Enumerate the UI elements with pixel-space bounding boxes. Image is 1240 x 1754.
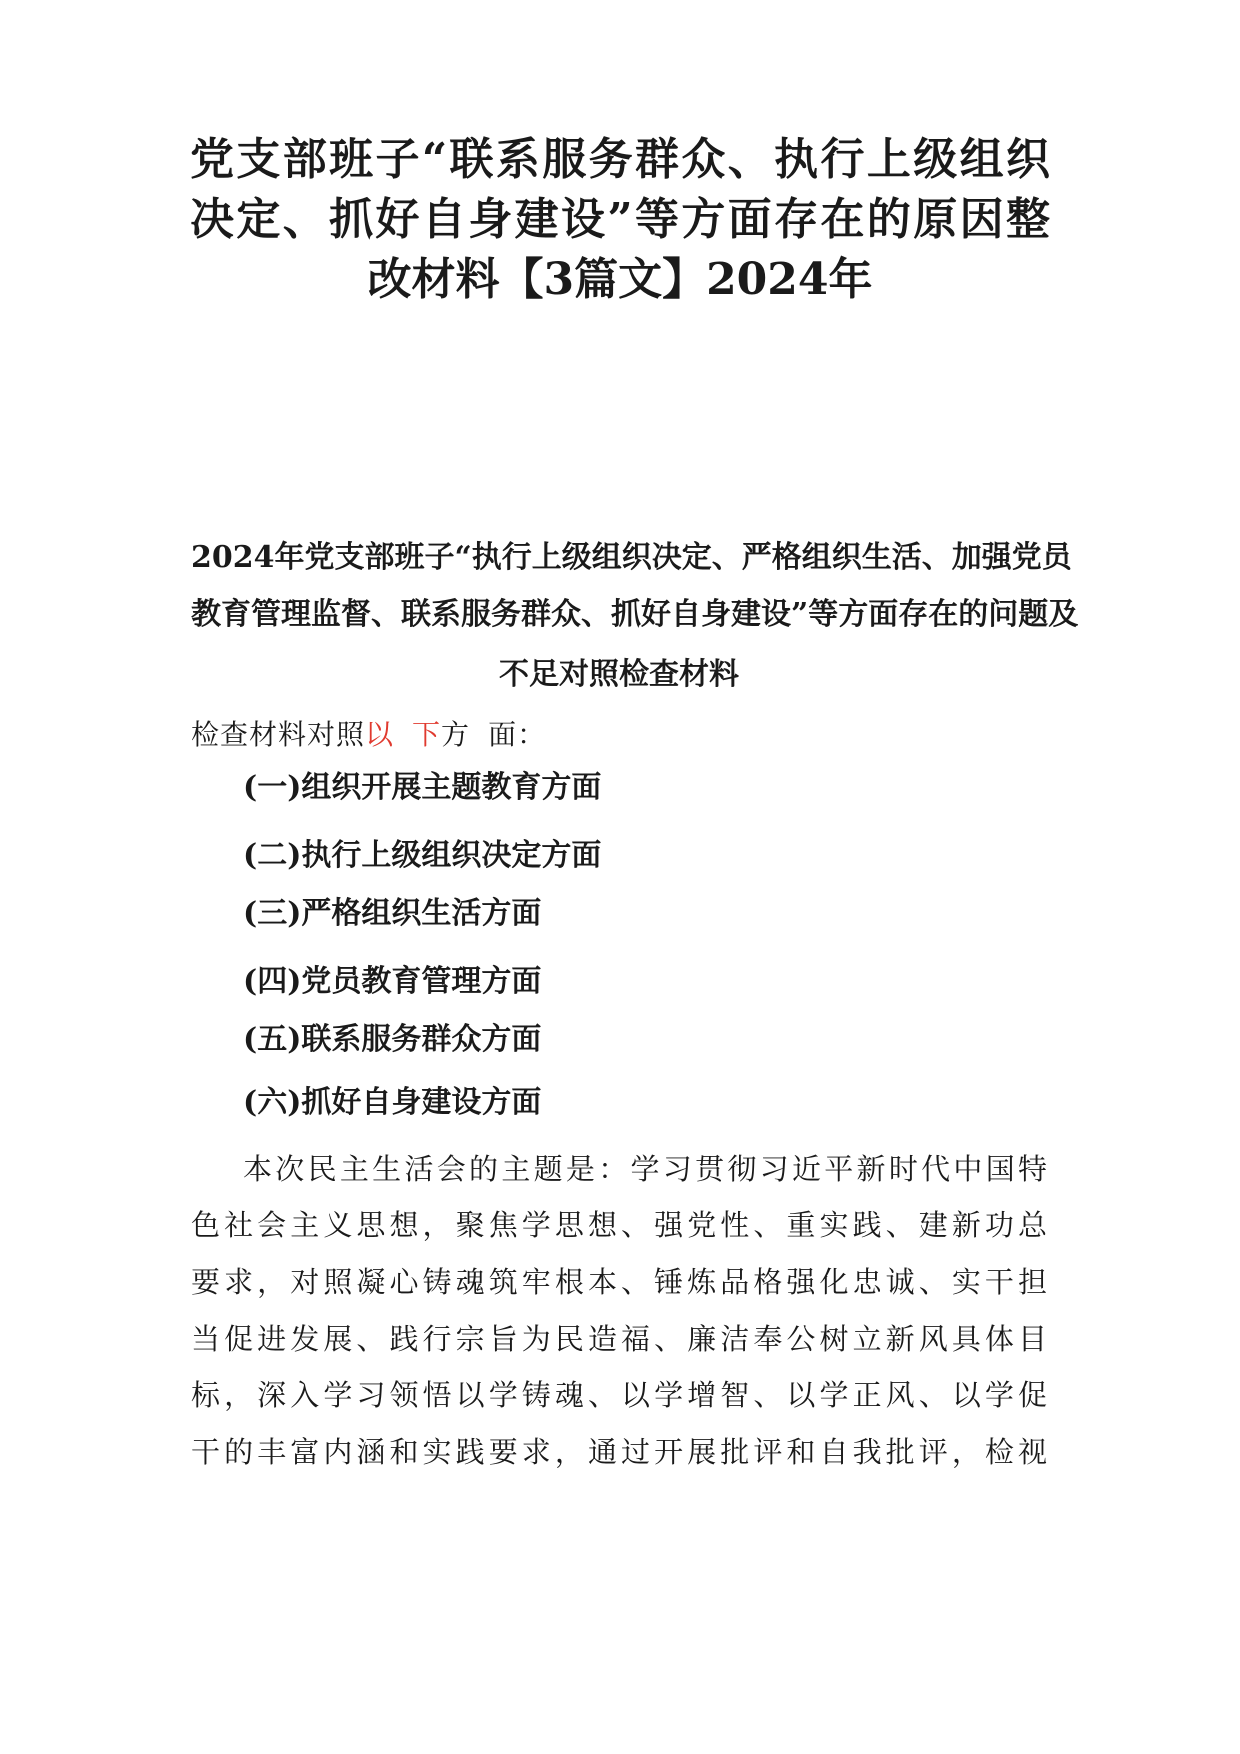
body-line: 要求，对照凝心铸魂筑牢根本、锤炼品格强化忠诚、实干担 bbox=[191, 1265, 1047, 1299]
sub-title-line-2: 教育管理监督、联系服务群众、抓好自身建设”等方面存在的问题及 bbox=[191, 597, 1079, 632]
intro-text-after-1: 方 bbox=[441, 718, 471, 751]
body-line: 色社会主义思想，聚焦学思想、强党性、重实践、建新功总 bbox=[191, 1208, 1047, 1242]
section-heading: (四)党员教育管理方面 bbox=[243, 964, 542, 999]
intro-red-char-2: 下 bbox=[412, 718, 442, 751]
sub-title-line-1: 2024年党支部班子“执行上级组织决定、严格组织生活、加强党员 bbox=[191, 540, 1072, 575]
main-title-line-2: 决定、抓好自身建设”等方面存在的原因整 bbox=[190, 194, 1050, 245]
section-heading: (六)抓好自身建设方面 bbox=[243, 1085, 542, 1120]
intro-line bbox=[191, 718, 547, 751]
body-line: 干的丰富内涵和实践要求，通过开展批评和自我批评，检视 bbox=[191, 1435, 1047, 1469]
main-title-line-1: 党支部班子“联系服务群众、执行上级组织 bbox=[190, 134, 1050, 185]
section-heading: (三)严格组织生活方面 bbox=[243, 896, 542, 931]
sub-title-line-3: 不足对照检查材料 bbox=[499, 657, 739, 692]
body-line: 本次民主生活会的主题是：学习贯彻习近平新时代中国特 bbox=[243, 1152, 1047, 1186]
intro-red-char-1: 以 bbox=[365, 718, 395, 751]
main-title-line-3: 改材料【3篇文】2024年 bbox=[367, 254, 873, 305]
intro-text: 检查材料对照 bbox=[191, 718, 366, 751]
section-heading: (一)组织开展主题教育方面 bbox=[243, 770, 602, 805]
intro-text-after-2: 面： bbox=[488, 718, 547, 751]
section-heading: (二)执行上级组织决定方面 bbox=[243, 838, 602, 873]
section-heading: (五)联系服务群众方面 bbox=[243, 1022, 542, 1057]
body-line: 当促进发展、践行宗旨为民造福、廉洁奉公树立新风具体目 bbox=[191, 1322, 1047, 1356]
body-line: 标，深入学习领悟以学铸魂、以学增智、以学正风、以学促 bbox=[191, 1378, 1047, 1412]
